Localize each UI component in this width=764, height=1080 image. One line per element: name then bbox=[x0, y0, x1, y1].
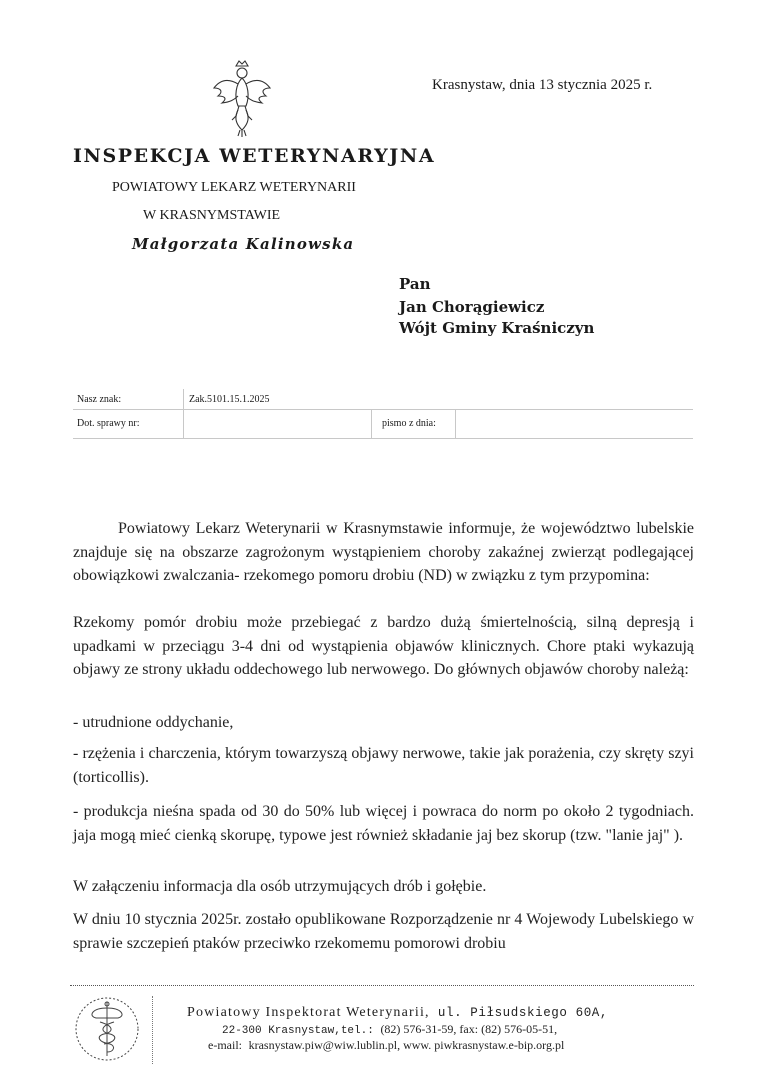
footer-email-line bbox=[208, 1038, 564, 1053]
addressee-position: Wójt Gminy Kraśniczyn bbox=[399, 319, 595, 337]
symptom-item: - utrudnione oddychanie, bbox=[73, 714, 234, 731]
footer-office-line bbox=[187, 1005, 608, 1021]
footer-contact-line bbox=[222, 1022, 557, 1037]
addressee-salutation: Pan bbox=[399, 275, 431, 293]
nasz-znak-value: Zak.5101.15.1.2025 bbox=[189, 394, 270, 405]
paragraph-attachment-note: W załączeniu informacja dla osób utrzymujących drób i gołębie. bbox=[73, 878, 487, 895]
footer-city: 22-300 Krasnystaw,tel.: bbox=[222, 1025, 374, 1037]
nasz-znak-label: Nasz znak: bbox=[77, 394, 122, 405]
footer-email-label: e-mail: bbox=[208, 1038, 242, 1052]
symptom-item: - rzężenia i charczenia, którym towarzyszą objawy nerwowe, takie jak porażenia, czy skręty szyi (torticollis). bbox=[73, 745, 694, 786]
organization-name: INSPEKCJA WETERYNARYJNA bbox=[73, 145, 436, 167]
paragraph-regulation: W dniu 10 stycznia 2025r. zostało opublikowane Rozporządzenie nr 4 Wojewody Lubelskiego w sprawie szczepień ptaków przeciwko rzekomemu pomorowi drobiu bbox=[73, 911, 694, 952]
addressee-name: Jan Chorągiewicz bbox=[399, 298, 545, 316]
reference-table bbox=[73, 389, 693, 439]
footer-office-name: Powiatowy Inspektorat Weterynarii, bbox=[187, 1005, 430, 1020]
document-date: Krasnystaw, dnia 13 stycznia 2025 r. bbox=[432, 77, 653, 93]
footer-street: ul. Piłsudskiego 60A, bbox=[437, 1006, 609, 1020]
signatory-name: Małgorzata Kalinowska bbox=[132, 235, 355, 253]
footer-divider bbox=[70, 985, 694, 986]
organization-title: POWIATOWY LEKARZ WETERYNARII bbox=[112, 180, 356, 195]
paragraph-disease-description: Rzekomy pomór drobiu może przebiegać z bardzo dużą śmiertelnością, silną depresją i upadkami w przeciągu 3-4 dni od wystąpienia objawów klinicznych. Chore ptaki wykazują objawy ze strony układu oddechowego lub nerwowego. Do głównych objawów choroby należą: bbox=[73, 614, 694, 678]
paragraph-intro: Powiatowy Lekarz Weterynarii w Krasnymstawie informuje, że województwo lubelskie znajduje się na obszarze zagrożonym wystąpieniem choroby zakaźnej zwierząt podlegającej obowiązkowi zwalczania- rzekomego pomoru drobiu (ND) w związku z tym przypomina: bbox=[73, 520, 694, 584]
caduceus-icon bbox=[74, 996, 140, 1062]
dot-sprawy-label: Dot. sprawy nr: bbox=[77, 418, 140, 429]
polish-eagle-icon bbox=[210, 58, 274, 138]
footer-vertical-divider bbox=[152, 996, 153, 1064]
footer-phone: (82) 576-31-59, fax: (82) 576-05-51, bbox=[380, 1022, 558, 1036]
symptom-item: - produkcja nieśna spada od 30 do 50% lub więcej i powraca do norm po około 2 tygodniach. jaja mogą mieć cienką skorupę, typowe jest również składanie jaj bez skorup (tzw. "lanie jaj" ). bbox=[73, 803, 694, 844]
footer-contacts: krasnystaw.piw@wiw.lublin.pl, www. piwkrasnystaw.e-bip.org.pl bbox=[248, 1038, 565, 1052]
organization-location: W KRASNYMSTAWIE bbox=[143, 208, 281, 223]
pismo-z-dnia-label: pismo z dnia: bbox=[382, 418, 436, 429]
